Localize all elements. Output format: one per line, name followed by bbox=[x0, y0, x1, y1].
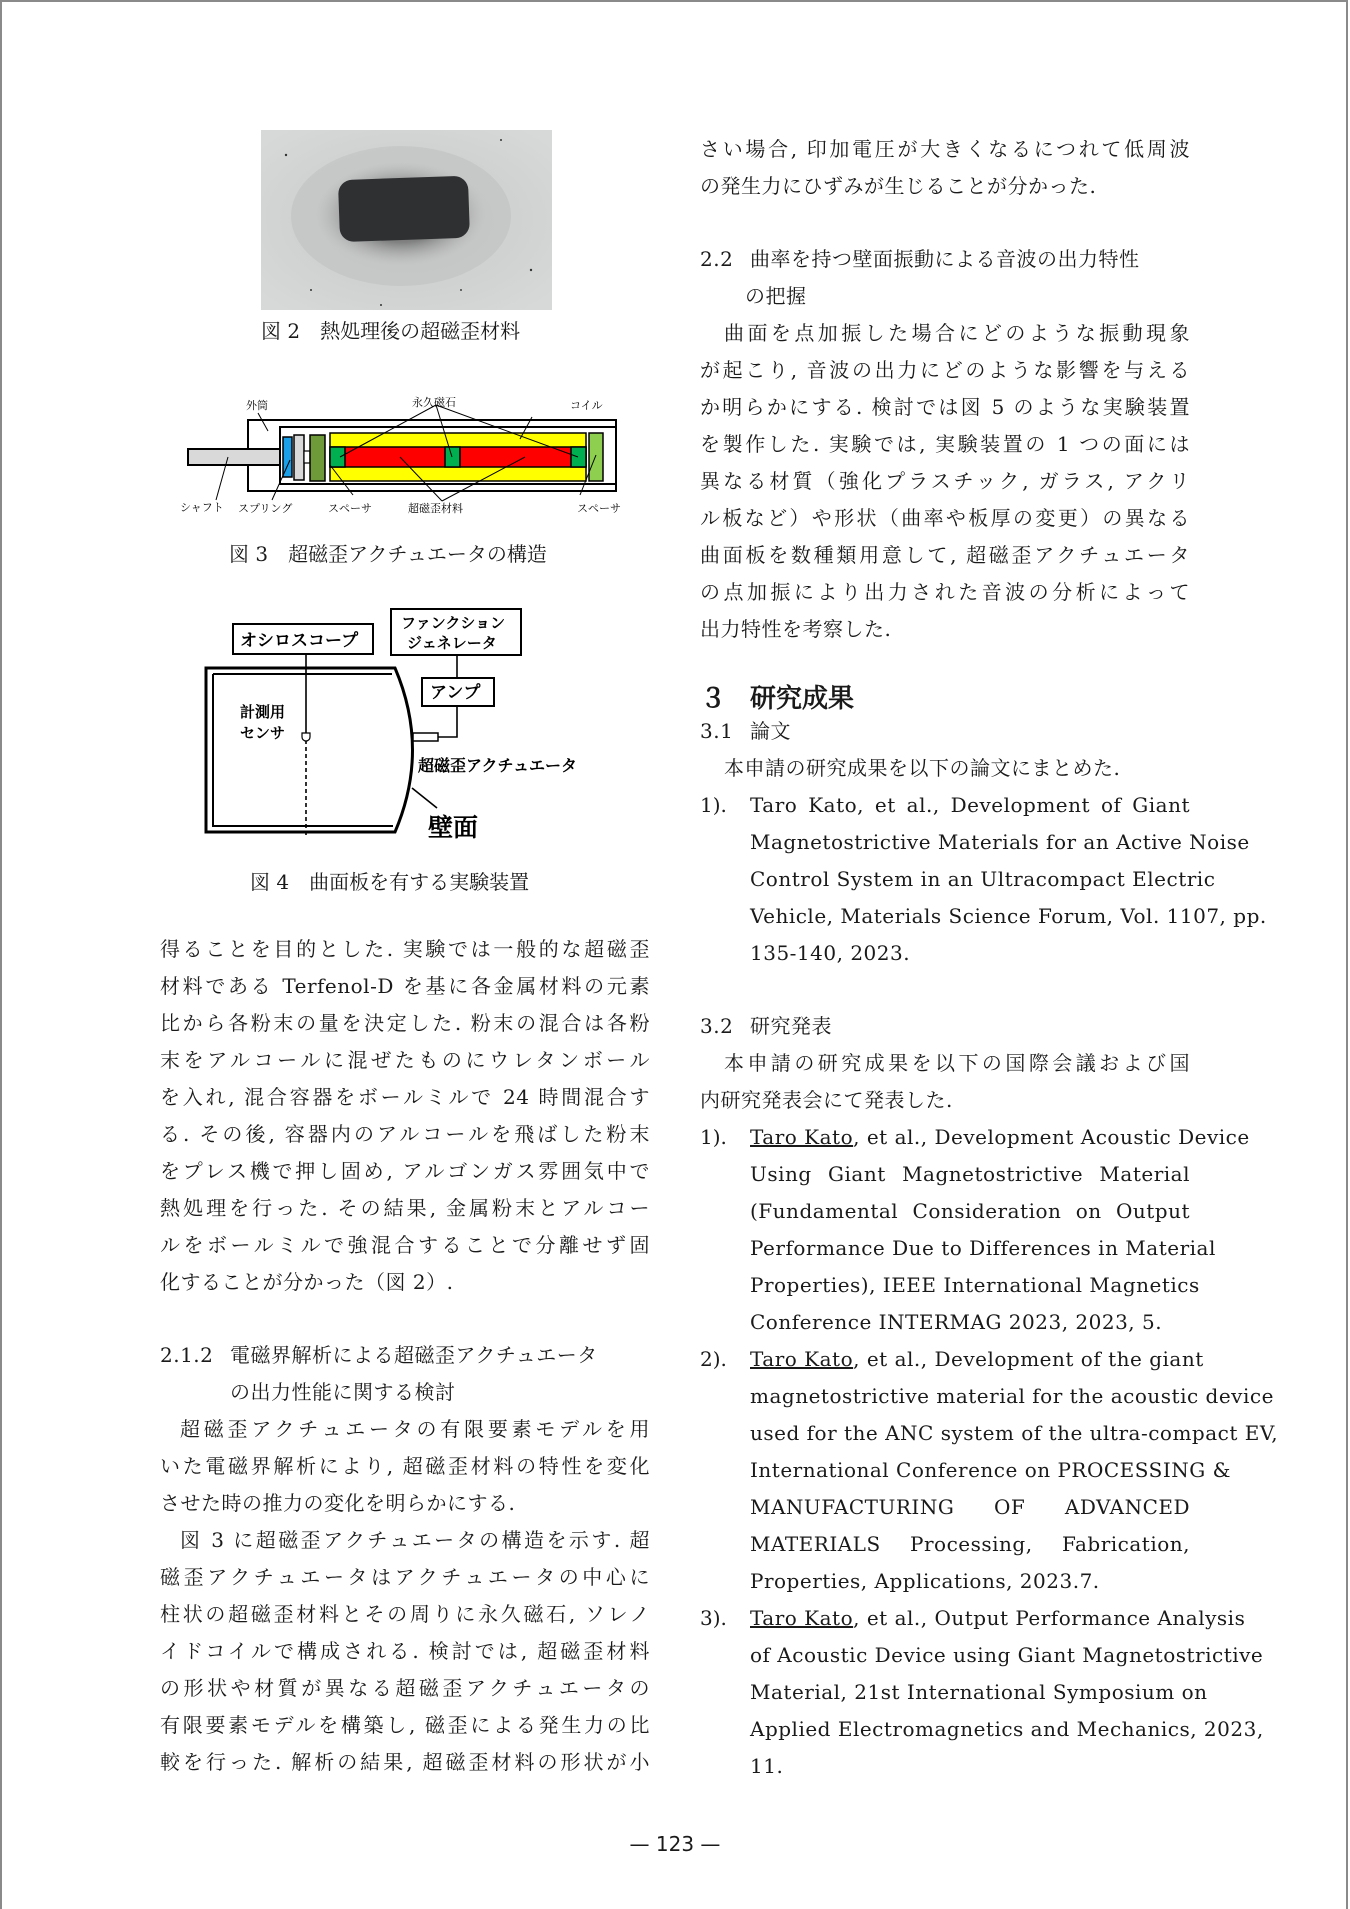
label-wall: 壁面 bbox=[428, 813, 479, 842]
text-line: Conference INTERMAG 2023, 2023, 5. bbox=[750, 1310, 1163, 1334]
section-number: 2.1.2 bbox=[160, 1343, 214, 1367]
text-line: 磁歪アクチュエータはアクチュエータの中心に bbox=[160, 1565, 650, 1589]
item-number: 2). bbox=[700, 1347, 727, 1371]
label-spring: スプリング bbox=[238, 502, 293, 515]
author-name: Taro Kato bbox=[750, 1125, 854, 1149]
figure-2 bbox=[261, 130, 552, 310]
shaft bbox=[188, 449, 280, 465]
magnet-right bbox=[571, 447, 586, 467]
text-line: 超磁歪アクチュエータの有限要素モデルを用 bbox=[180, 1417, 650, 1441]
section-number: 3.2 bbox=[700, 1014, 734, 1038]
label-sensor-1: 計測用 bbox=[240, 703, 286, 721]
text-line: イドコイルで構成される. 検討では, 超磁歪材料 bbox=[160, 1639, 650, 1663]
spring bbox=[283, 437, 292, 477]
label-sensor-2: センサ bbox=[240, 724, 286, 742]
section-intro: 本申請の研究成果を以下の国際会議および国 bbox=[724, 1051, 1190, 1075]
text-line: 比から各粉末の量を決定した. 粉末の混合は各粉 bbox=[160, 1011, 650, 1035]
spacer-right bbox=[589, 433, 603, 481]
text-line: International Conference on PROCESSING & bbox=[750, 1458, 1231, 1482]
label-oscilloscope: オシロスコープ bbox=[240, 631, 359, 651]
text-line: Performance Due to Differences in Material bbox=[750, 1236, 1216, 1260]
text-line: させた時の推力の変化を明らかにする. bbox=[160, 1491, 516, 1515]
section-title: 曲率を持つ壁面振動による音波の出力特性 bbox=[750, 247, 1140, 271]
section-number: 2.2 bbox=[700, 247, 734, 271]
text-line: 11. bbox=[750, 1754, 784, 1778]
figure-3 bbox=[180, 395, 650, 515]
text-span: , et al., Development Acoustic Device bbox=[853, 1125, 1250, 1149]
text-line: Applied Electromagnetics and Mechanics, 2023, bbox=[750, 1717, 1264, 1741]
text-line: 異なる材質（強化プラスチック, ガラス, アクリ bbox=[700, 469, 1190, 493]
text-line: 曲面板を数種類用意して, 超磁歪アクチュエータ bbox=[700, 543, 1190, 567]
section-title: 論文 bbox=[750, 719, 791, 743]
text-line bbox=[750, 1125, 1250, 1149]
text-line: Properties), IEEE International Magnetics bbox=[750, 1273, 1200, 1297]
spacer-left bbox=[310, 435, 325, 481]
text-line: 得ることを目的とした. 実験では一般的な超磁歪 bbox=[160, 937, 650, 961]
section-number: 3.1 bbox=[700, 719, 734, 743]
text-line: MATERIALS Processing, Fabrication, bbox=[750, 1532, 1190, 1556]
text-line: magnetostrictive material for the acoustic device bbox=[750, 1384, 1274, 1408]
label-function-generator-2: ジェネレータ bbox=[407, 634, 497, 652]
label-amp: アンプ bbox=[430, 683, 481, 703]
figure-4-diagram bbox=[190, 600, 630, 850]
label-function-generator-1: ファンクション bbox=[401, 614, 506, 632]
text-span: , et al., Development of the giant bbox=[853, 1347, 1204, 1371]
text-line: の発生力にひずみが生じることが分かった. bbox=[700, 174, 1097, 198]
text-line: さい場合, 印加電圧が大きくなるにつれて低周波 bbox=[700, 137, 1190, 161]
text-line: 図 3 に超磁歪アクチュエータの構造を示す. 超 bbox=[180, 1528, 650, 1552]
text-line: used for the ANC system of the ultra-compact EV, bbox=[750, 1421, 1279, 1445]
text-line: を製作した. 実験では, 実験装置の 1 つの面には bbox=[700, 432, 1190, 456]
magnet-center bbox=[445, 447, 460, 467]
actuator-rod bbox=[413, 733, 438, 741]
text-line: 熱処理を行った. その結果, 金属粉末とアルコー bbox=[160, 1196, 650, 1220]
text-line: が起こり, 音波の出力にどのような影響を与える bbox=[700, 358, 1190, 382]
text-line: Vehicle, Materials Science Forum, Vol. 1107, pp. bbox=[750, 904, 1267, 928]
text-line: 135-140, 2023. bbox=[750, 941, 911, 965]
author-name: Taro Kato bbox=[750, 1606, 854, 1630]
section-intro-cont: 内研究発表会にて発表した. bbox=[700, 1088, 953, 1112]
text-line: を入れ, 混合容器をボールミルで 24 時間混合す bbox=[160, 1085, 650, 1109]
section-number: ３ bbox=[700, 684, 727, 714]
text-line: MANUFACTURING OF ADVANCED bbox=[750, 1495, 1190, 1519]
sensor-marker bbox=[302, 733, 310, 741]
text-line: ルをボールミルで強混合することで分離せず固 bbox=[160, 1233, 650, 1257]
section-title-cont: の把握 bbox=[745, 284, 807, 308]
text-line: 柱状の超磁歪材料とその周りに永久磁石, ソレノ bbox=[160, 1602, 650, 1626]
text-line: Material, 21st International Symposium on bbox=[750, 1680, 1208, 1704]
label-outer-tube: 外筒 bbox=[246, 399, 268, 412]
text-line: 末をアルコールに混ぜたものにウレタンボール bbox=[160, 1048, 650, 1072]
text-line: をプレス機で押し固め, アルゴンガス雰囲気中で bbox=[160, 1159, 650, 1183]
figure-4-caption: 図 4 曲面板を有する実験装置 bbox=[250, 870, 530, 894]
label-magnet: 永久磁石 bbox=[412, 396, 456, 409]
text-line: か明らかにする. 検討では図 5 のような実験装置 bbox=[700, 395, 1190, 419]
text-line: Taro Kato, et al., Development of Giant bbox=[750, 793, 1190, 817]
label-actuator: 超磁歪アクチュエータ bbox=[418, 756, 578, 775]
text-line: Control System in an Ultracompact Electric bbox=[750, 867, 1216, 891]
text-line: (Fundamental Consideration on Output bbox=[750, 1199, 1190, 1223]
section-title: 研究発表 bbox=[750, 1014, 832, 1038]
text-line: る. その後, 容器内のアルコールを飛ばした粉末 bbox=[160, 1122, 650, 1146]
text-line: Using Giant Magnetostrictive Material bbox=[750, 1162, 1190, 1186]
text-line: 有限要素モデルを構築し, 磁歪による発生力の比 bbox=[160, 1713, 650, 1737]
text-line: of Acoustic Device using Giant Magnetostrictive bbox=[750, 1643, 1264, 1667]
text-line: 較を行った. 解析の結果, 超磁歪材料の形状が小 bbox=[160, 1750, 650, 1774]
label-shaft: シャフト bbox=[180, 501, 224, 514]
item-number: 1). bbox=[700, 1125, 727, 1149]
text-line: 材料である Terfenol-D を基に各金属材料の元素 bbox=[160, 974, 650, 998]
text-span: , et al., Output Performance Analysis bbox=[853, 1606, 1246, 1630]
wall-outer bbox=[206, 668, 413, 832]
section-title: 電磁界解析による超磁歪アクチュエータ bbox=[230, 1343, 598, 1367]
page-number: — 123 — bbox=[629, 1832, 721, 1856]
text-line: 曲面を点加振した場合にどのような振動現象 bbox=[724, 321, 1190, 345]
figure-2-caption: 図 2 熱処理後の超磁歪材料 bbox=[261, 319, 521, 343]
figure-3-diagram bbox=[180, 395, 650, 515]
section-title-cont: の出力性能に関する検討 bbox=[230, 1380, 456, 1404]
text-line: Magnetostrictive Materials for an Active Noise bbox=[750, 830, 1250, 854]
item-number: 1). bbox=[700, 793, 727, 817]
label-gmm: 超磁歪材料 bbox=[408, 502, 463, 515]
text-line bbox=[750, 1606, 1246, 1630]
figure-2-photo bbox=[261, 130, 552, 310]
section-intro: 本申請の研究成果を以下の論文にまとめた. bbox=[724, 756, 1121, 780]
label-spacer-left: スペーサ bbox=[328, 502, 372, 515]
magnet-left bbox=[330, 447, 345, 467]
text-line: 化することが分かった（図 2）. bbox=[160, 1270, 454, 1294]
text-line: 出力特性を考察した. bbox=[700, 617, 892, 641]
text-line: の点加振により出力された音波の分析によって bbox=[700, 580, 1190, 604]
label-coil: コイル bbox=[570, 399, 603, 412]
section-title: 研究成果 bbox=[750, 684, 855, 714]
author-name: Taro Kato bbox=[750, 1347, 854, 1371]
figure-4 bbox=[190, 600, 630, 850]
text-line: ル板など）や形状（曲率や板厚の変更）の異なる bbox=[700, 506, 1190, 530]
text-line: の形状や材質が異なる超磁歪アクチュエータの bbox=[160, 1676, 650, 1700]
item-number: 3). bbox=[700, 1606, 727, 1630]
text-line: いた電磁界解析により, 超磁歪材料の特性を変化 bbox=[160, 1454, 650, 1478]
label-spacer-right: スペーサ bbox=[577, 502, 621, 515]
figure-3-caption: 図 3 超磁歪アクチュエータの構造 bbox=[229, 542, 547, 566]
text-line: Properties, Applications, 2023.7. bbox=[750, 1569, 1100, 1593]
text-line bbox=[750, 1347, 1204, 1371]
